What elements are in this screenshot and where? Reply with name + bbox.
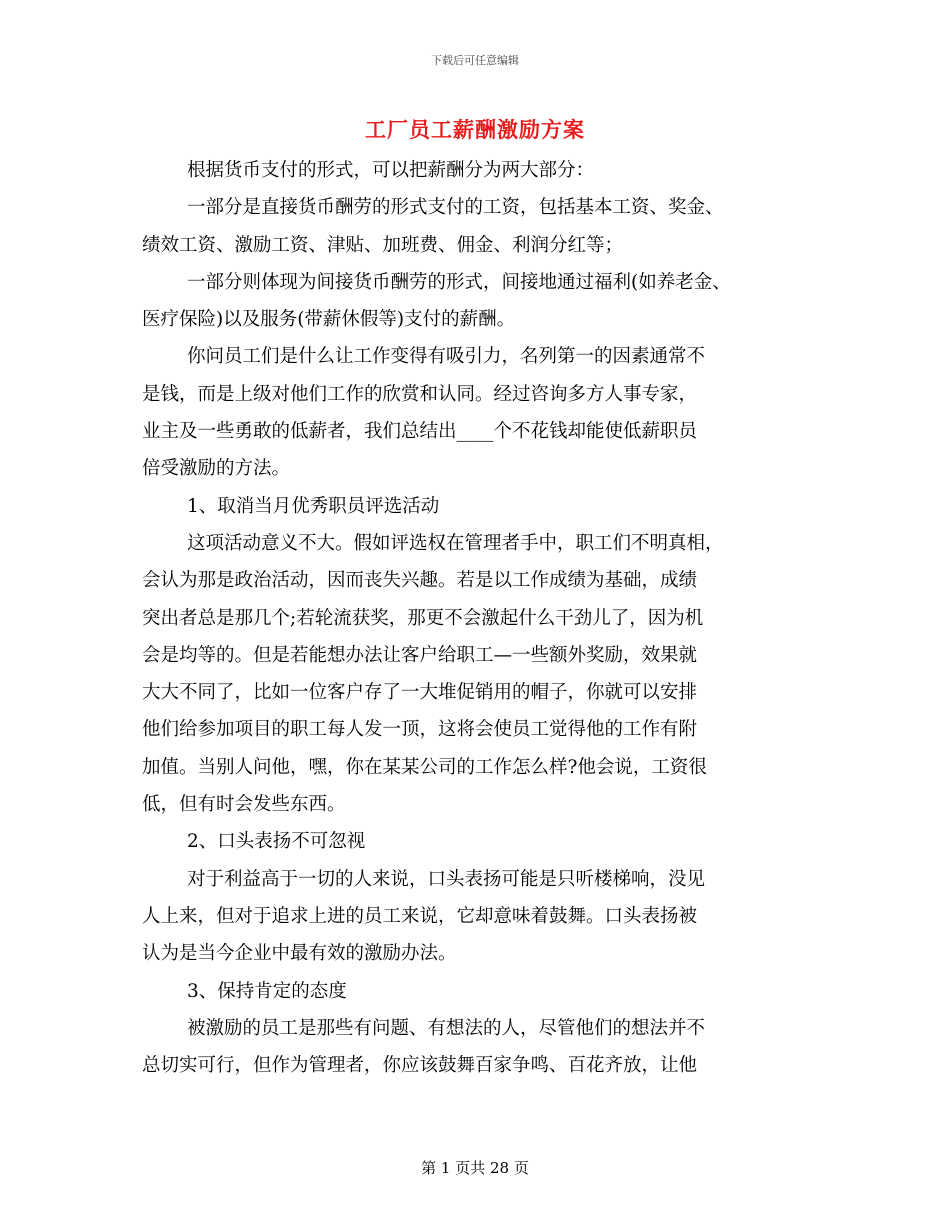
body-line: 一部分是直接货币酬劳的形式支付的工资，包括基本工资、奖金、 — [187, 197, 724, 219]
body-line: 3、保持肯定的态度 — [187, 980, 347, 1002]
body-line: 你问员工们是什么让工作变得有吸引力，名列第一的因素通常不 — [187, 346, 706, 368]
body-line: 1、取消当月优秀职员评选活动 — [187, 495, 440, 517]
body-line: 他们给参加项目的职工每人发一顶，这将会使员工觉得他的工作有附 — [142, 719, 698, 741]
body-line: 认为是当今企业中最有效的激励办法。 — [142, 943, 457, 965]
body-line: 倍受激励的方法。 — [142, 458, 291, 480]
body-line: 被激励的员工是那些有问题、有想法的人，尽管他们的想法并不 — [187, 1017, 706, 1039]
body-line: 医疗保险)以及服务(带薪休假等)支付的薪酬。 — [142, 309, 516, 331]
body-line: 加值。当别人问他，嘿，你在某某公司的工作怎么样?他会说，工资很 — [142, 756, 707, 778]
body-line: 是钱，而是上级对他们工作的欣赏和认同。经过咨询多方人事专家， — [142, 383, 698, 405]
body-line: 总切实可行，但作为管理者，你应该鼓舞百家争鸣、百花齐放，让他 — [142, 1055, 698, 1077]
body-line: 业主及一些勇敢的低薪者，我们总结出____个不花钱却能使低薪职员 — [142, 421, 698, 443]
body-line: 一部分则体现为间接货币酬劳的形式，间接地通过福利(如养老金、 — [187, 271, 731, 293]
body-line: 低，但有时会发些东西。 — [142, 794, 346, 816]
body-line: 人上来，但对于追求上进的员工来说，它却意味着鼓舞。口头表扬被 — [142, 905, 698, 927]
body-line: 2、口头表扬不可忽视 — [187, 831, 366, 853]
document-title: 工厂员工薪酬激励方案 — [365, 117, 585, 142]
body-line: 会认为那是政治活动，因而丧失兴趣。若是以工作成绩为基础，成绩 — [142, 570, 698, 592]
body-line: 突出者总是那几个;若轮流获奖，那更不会激起什么干劲儿了，因为机 — [142, 607, 704, 629]
body-line: 对于利益高于一切的人来说，口头表扬可能是只听楼梯响，没见 — [187, 868, 706, 890]
page-footer: 第 1 页共 28 页 — [421, 1159, 529, 1177]
body-line: 根据货币支付的形式，可以把薪酬分为两大部分： — [187, 160, 595, 181]
page-header-note: 下载后可任意编辑 — [431, 54, 519, 67]
body-line: 大大不同了，比如一位客户存了一大堆促销用的帽子，你就可以安排 — [142, 682, 698, 704]
body-line: 会是均等的。但是若能想办法让客户给职工—一些额外奖励，效果就 — [142, 644, 698, 666]
body-line: 绩效工资、激励工资、津贴、加班费、佣金、利润分红等； — [142, 234, 624, 256]
body-line: 这项活动意义不大。假如评选权在管理者手中，职工们不明真相， — [187, 532, 724, 554]
document-body — [142, 152, 832, 1084]
